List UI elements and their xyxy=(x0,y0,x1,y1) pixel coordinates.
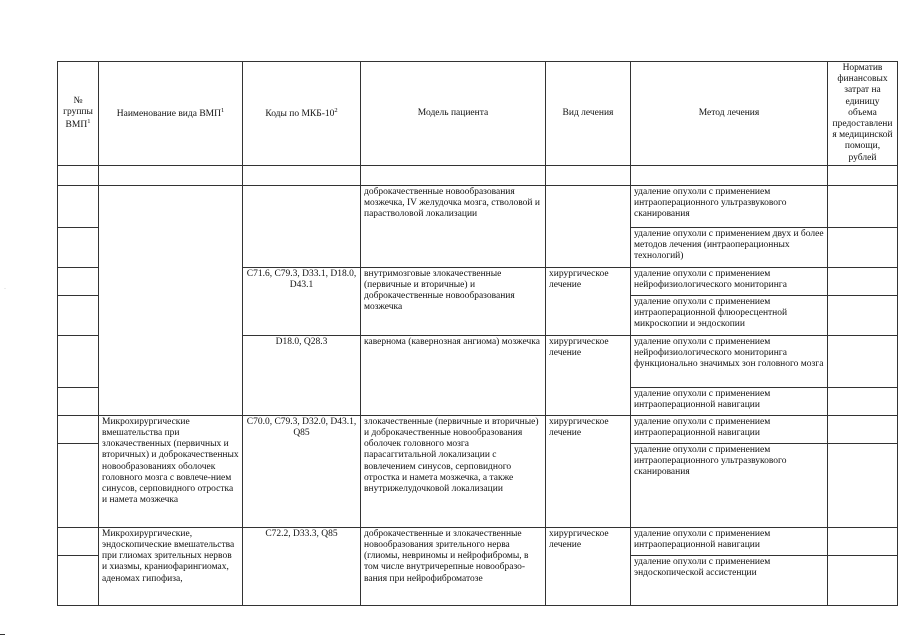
header-patient-model: Модель пациента xyxy=(361,62,546,166)
patient-model-cell: внутримозговые злокачественные (первичные и вторичные) и доброкачественные новообразования мозжечка xyxy=(361,267,546,335)
treatment-method-cell: удаление опухоли с применением нейрофизиологического мониторинга функционально значимых зон головного мозга xyxy=(631,335,828,387)
header-cost-standard: Норматив финансовых затрат на единицу объема предоставления медицинской помощи, рублей xyxy=(828,62,898,166)
icd-codes-cell: C70.0, C79.3, D32.0, D43.1, Q85 xyxy=(243,415,361,527)
treatment-method-cell: удаление опухоли с применением интраоперационной навигации xyxy=(631,527,828,555)
treatment-method-cell: удаление опухоли с применением интраоперационного ультразвукового сканирования xyxy=(631,185,828,227)
table-row xyxy=(58,415,898,443)
header-group-number: № группы ВМП$^1$ xyxy=(58,62,99,166)
patient-model-cell: доброкачественные новообразования мозжечка, IV желудочка мозга, стволовой и парастволовой локализации xyxy=(361,185,546,267)
patient-model-cell: доброкачественные и злокачественные новообразования зрительного нерва (глиомы, невриномы и нейрофибромы, в том числе внутричерепные новообразо-вания при нейрофиброматозе xyxy=(361,527,546,605)
treatment-method-cell: удаление опухоли с применением интраоперационной флюоресцентной микроскопии и эндоскопии xyxy=(631,295,828,335)
treatment-method-cell: удаление опухоли с применением эндоскопической ассистенции xyxy=(631,555,828,605)
page-edge-mark xyxy=(0,634,5,635)
vmp-name-cell: Микрохирургические вмешательства при злокачественных (первичных и вторичных) и доброкачественных новообразованиях оболочек головного мозга с вовлече-нием синусов, серповидного отростка и намета мозжечка xyxy=(99,415,243,527)
treatment-method-cell: удаление опухоли с применением интраоперационной навигации xyxy=(631,415,828,443)
table-row-blank xyxy=(58,165,898,185)
vmp-table xyxy=(57,61,898,606)
treatment-type-cell: хирургическое лечение xyxy=(546,335,631,415)
icd-codes-cell: D18.0, Q28.3 xyxy=(243,335,361,415)
header-vmp-name: Наименование вида ВМП$^1$ xyxy=(99,62,243,166)
header-treatment-type: Вид лечения xyxy=(546,62,631,166)
page-margin-mark: · xyxy=(4,286,6,292)
table-header-row xyxy=(58,62,898,166)
table-row xyxy=(58,527,898,555)
treatment-type-cell: хирургическое лечение xyxy=(546,267,631,335)
treatment-type-cell: хирургическое лечение xyxy=(546,527,631,605)
icd-codes-cell: C72.2, D33.3, Q85 xyxy=(243,527,361,605)
treatment-method-cell: удаление опухоли с применением интраоперационной навигации xyxy=(631,387,828,415)
patient-model-cell: злокачественные (первичные и вторичные) и доброкачественные новообразования оболочек головного мозга парасаггитальной локализации с вовлечением синусов, серповидного отростка и намета мозжечка, а также внутрижелудочковой локализации xyxy=(361,415,546,527)
vmp-name-cell: Микрохирургические, эндоскопические вмешательства при глиомах зрительных нервов и хиазмы, краниофарингиомах, аденомах гипофиза, xyxy=(99,527,243,605)
treatment-method-cell: удаление опухоли с применением нейрофизиологического мониторинга xyxy=(631,267,828,295)
table-row xyxy=(58,185,898,227)
treatment-type-cell: хирургическое лечение xyxy=(546,415,631,527)
header-treatment-method: Метод лечения xyxy=(631,62,828,166)
treatment-method-cell: удаление опухоли с применением интраоперационного ультразвукового сканирования xyxy=(631,443,828,527)
treatment-method-cell: удаление опухоли с применением двух и более методов лечения (интраоперационных технологий) xyxy=(631,227,828,267)
header-icd-codes: Коды по МКБ-$10^2$ xyxy=(243,62,361,166)
icd-codes-cell: C71.6, C79.3, D33.1, D18.0, D43.1 xyxy=(243,267,361,335)
patient-model-cell: кавернома (кавернозная ангиома) мозжечка xyxy=(361,335,546,415)
